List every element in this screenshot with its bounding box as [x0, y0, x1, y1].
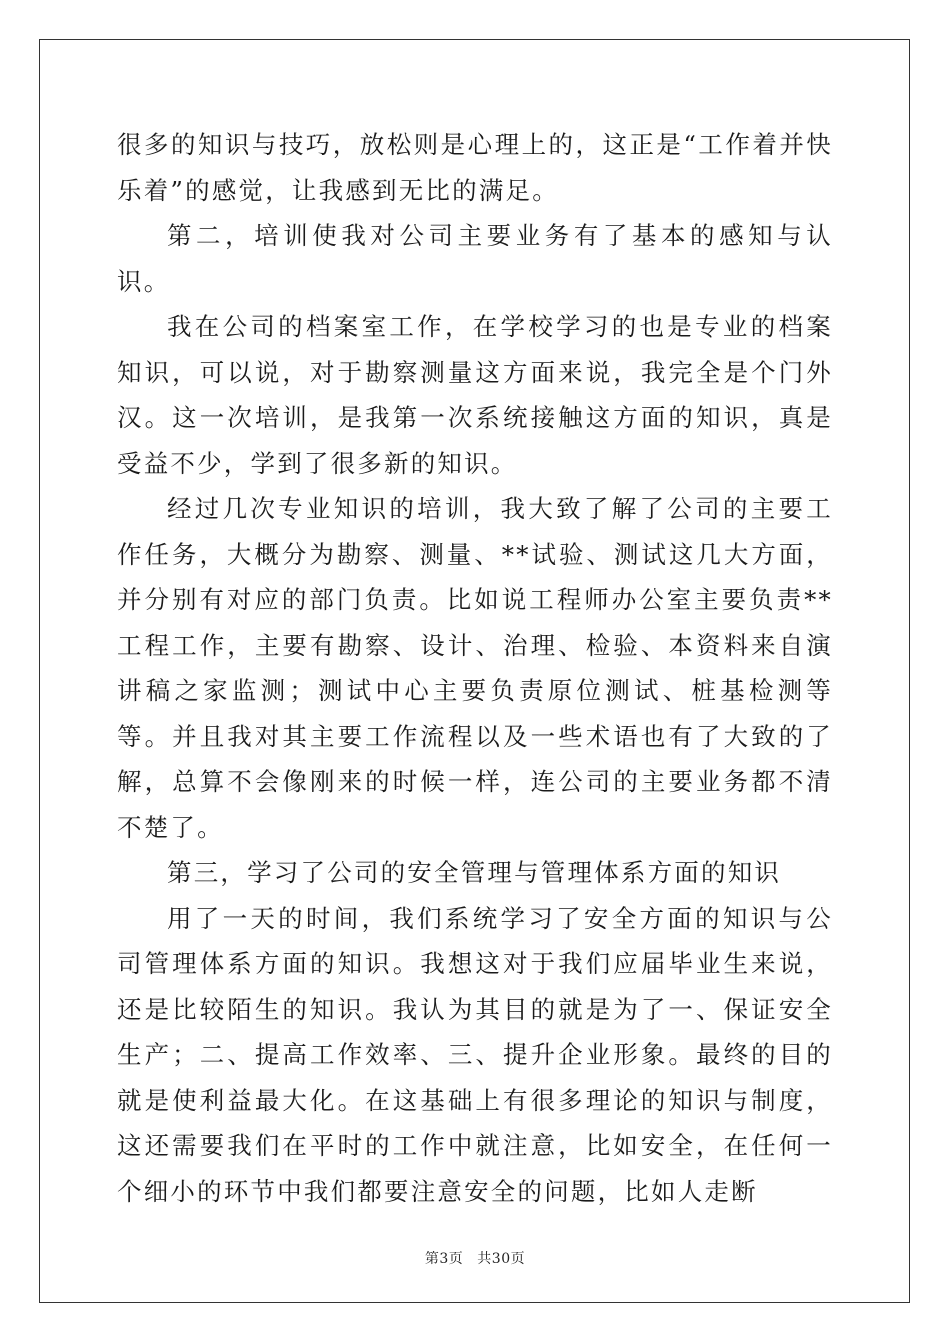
paragraph-4: 经过几次专业知识的培训，我大致了解了公司的主要工作任务，大概分为勘察、测量、**试验、测试这几大方面，并分别有对应的部门负责。比如说工程师办公室主要负责**工程工作，主要有勘察、设计、治理、检验、本资料来自演讲稿之家监测；测试中心主要负责原位测试、桩基检测等等。并且我对其主要工作流程以及一些术语也有了大致的了解，总算不会像刚来的时候一样，连公司的主要业务都不清不楚了。	[117, 494, 833, 842]
page-total: 共30页	[477, 1251, 526, 1267]
paragraph-5-heading: 第三，学习了公司的安全管理与管理体系方面的知识	[167, 858, 782, 887]
document-body	[117, 122, 833, 1214]
paragraph-2-heading: 第二，培训使我对公司主要业务有了基本的感知与认识。	[117, 221, 833, 296]
paragraph-1: 很多的知识与技巧，放松则是心理上的，这正是“工作着并快乐着”的感觉，让我感到无比的满足。	[117, 130, 833, 205]
paragraph-3: 我在公司的档案室工作，在学校学习的也是专业的档案知识，可以说，对于勘察测量这方面来说，我完全是个门外汉。这一次培训，是我第一次系统接触这方面的知识，真是受益不少，学到了很多新的知识。	[117, 312, 833, 478]
page-number: 第3页	[424, 1251, 464, 1267]
paragraph-6: 用了一天的时间，我们系统学习了安全方面的知识与公司管理体系方面的知识。我想这对于我们应届毕业生来说，还是比较陌生的知识。我认为其目的就是为了一、保证安全生产；二、提高工作效率、三、提升企业形象。最终的目的就是使利益最大化。在这基础上有很多理论的知识与制度，这还需要我们在平时的工作中就注意，比如安全，在任何一个细小的环节中我们都要注意安全的问题，比如人走断	[117, 903, 833, 1206]
page-footer	[0, 1248, 950, 1268]
